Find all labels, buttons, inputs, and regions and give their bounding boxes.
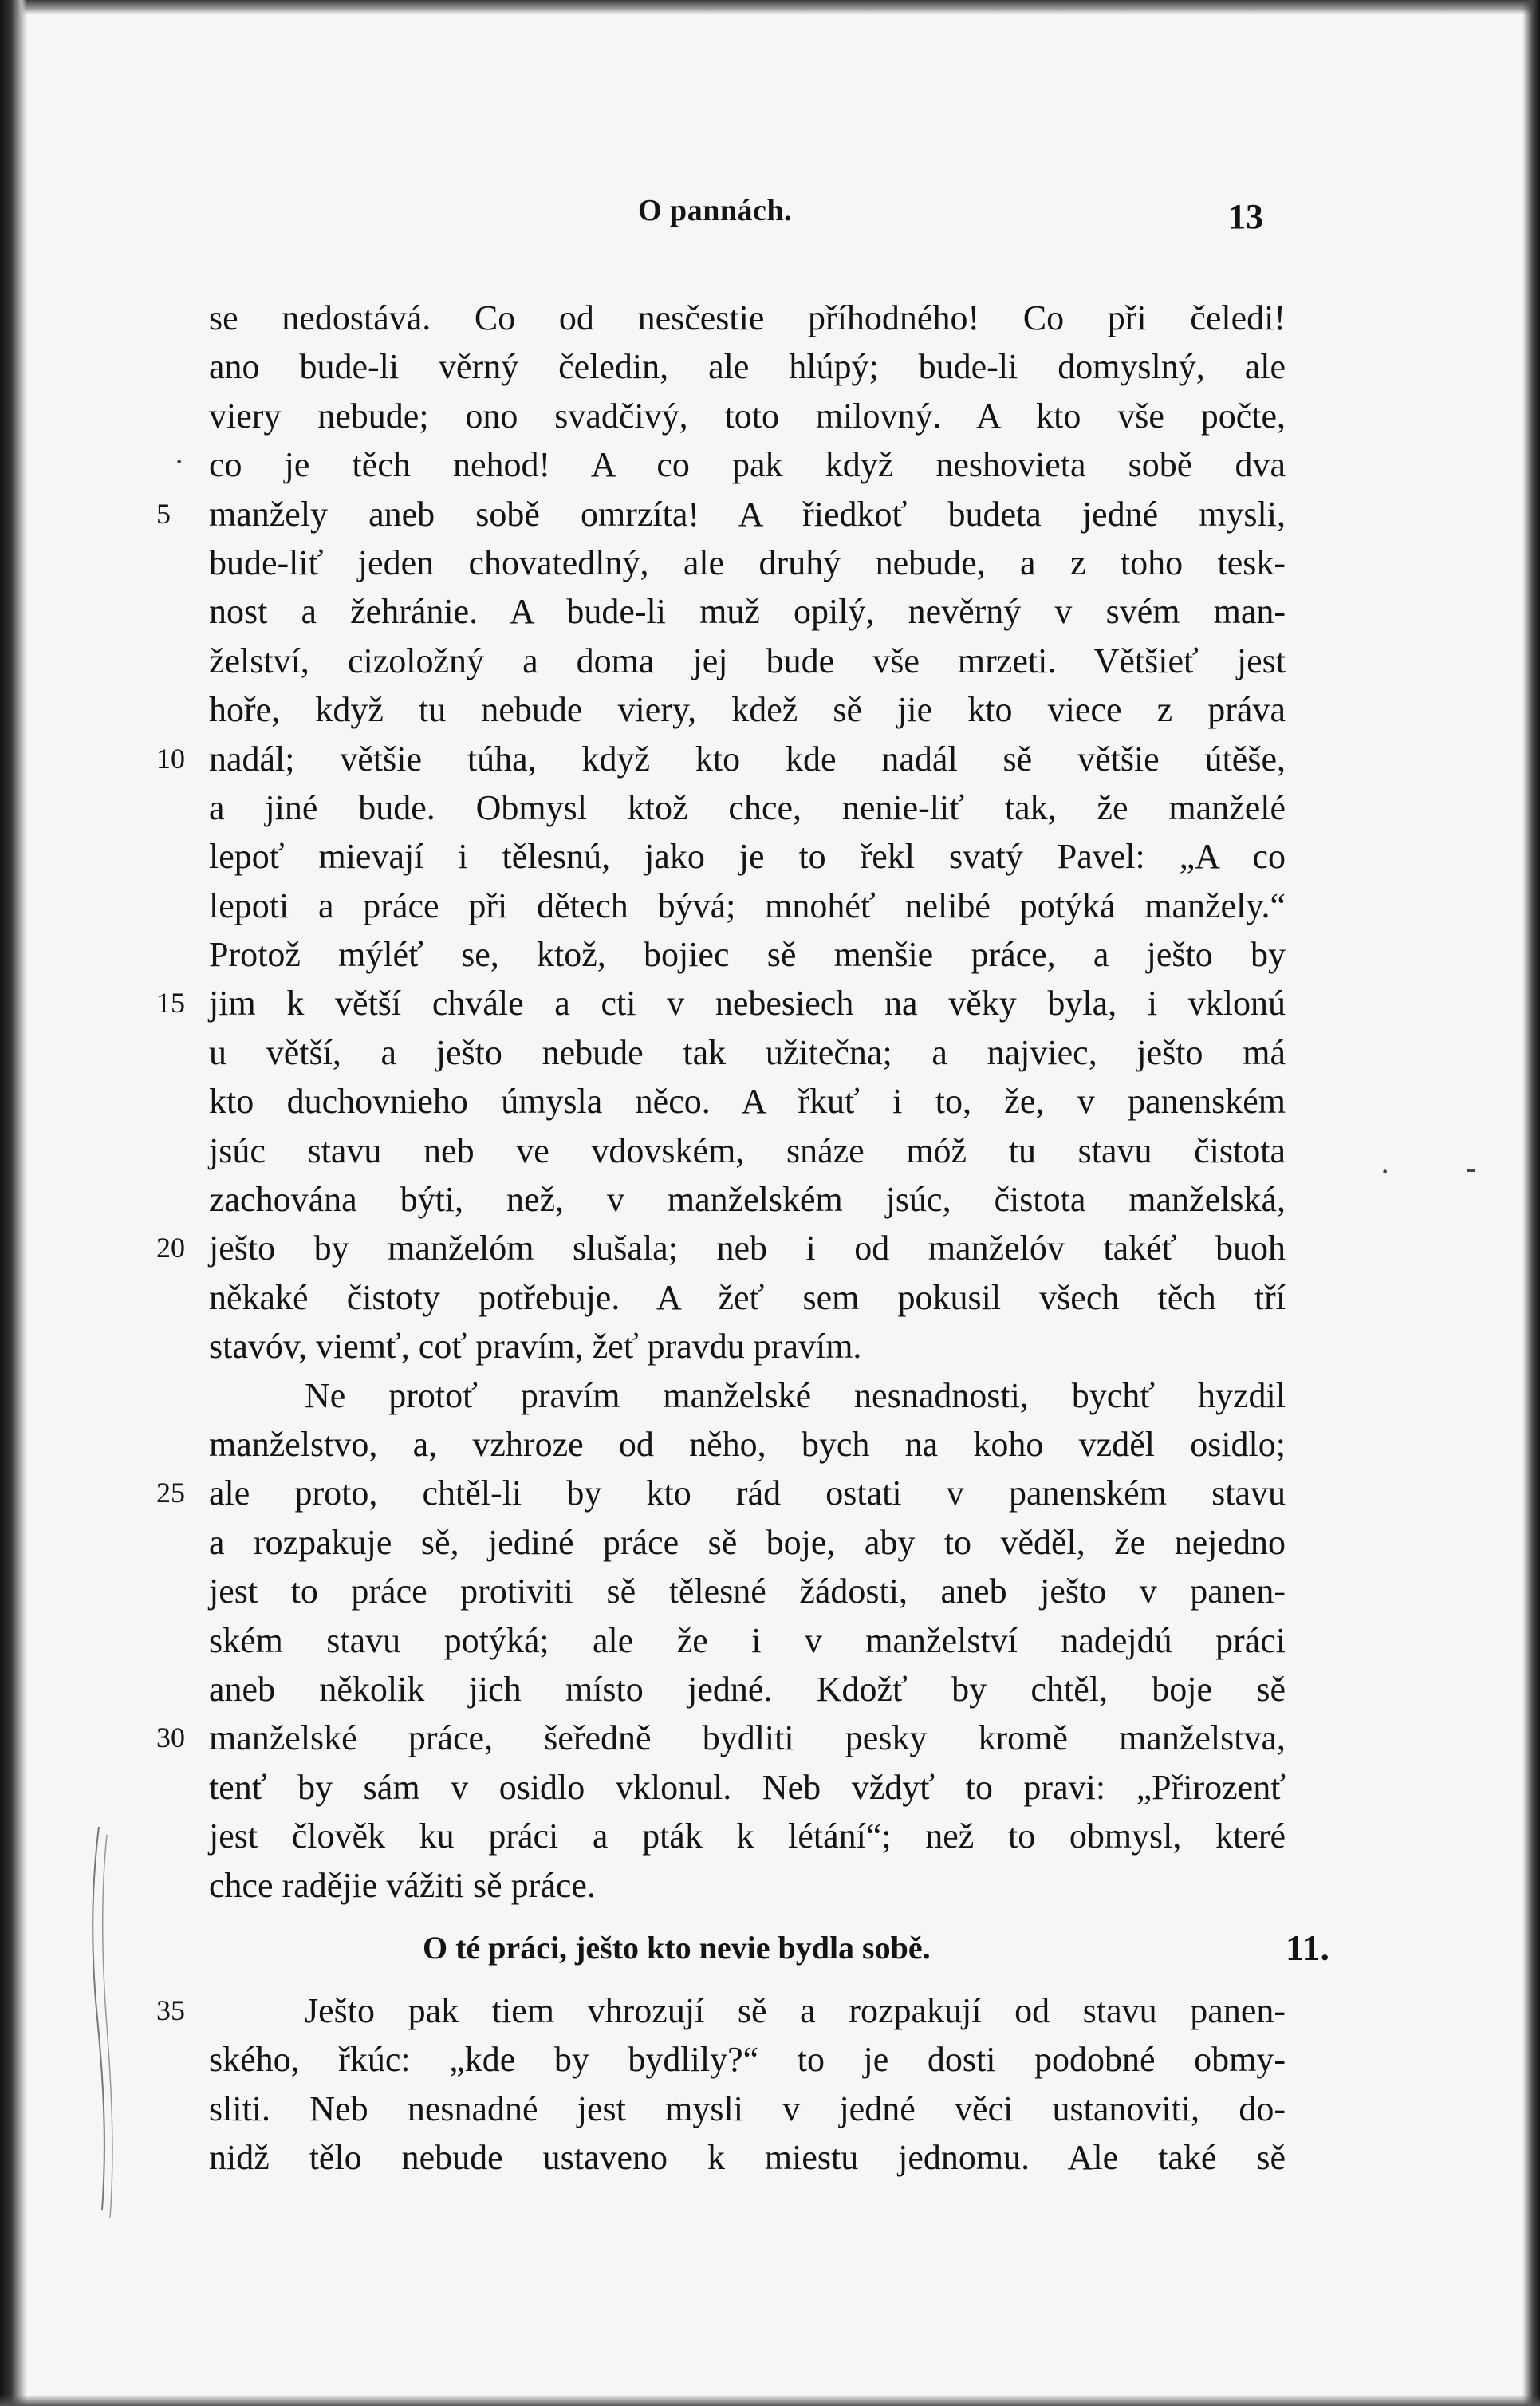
- text-line: [209, 637, 1286, 685]
- scan-edge-right: [1522, 0, 1540, 2406]
- text-line: [209, 1861, 1286, 1910]
- line-text: manželské práce, šeředně bydliti pesky kromě manželstva,: [209, 1718, 1286, 1758]
- text-line: [156, 979, 1286, 1027]
- text-line: [209, 1616, 1286, 1665]
- line-text: nost a žehránie. A bude-li muž opilý, nevěrný v svém man-: [209, 592, 1286, 632]
- line-number: 20: [156, 1232, 185, 1264]
- text-line: [209, 930, 1286, 979]
- text-line: [209, 1126, 1286, 1175]
- line-text: ském stavu potýká; ale že i v manželství nadejdú práci: [209, 1620, 1286, 1660]
- line-text: manželstvo, a, vzhroze od něho, bych na koho vzděl osidlo;: [209, 1424, 1286, 1464]
- text-line: [209, 1665, 1286, 1714]
- line-number: 30: [156, 1722, 185, 1754]
- text-line: [209, 440, 1286, 489]
- header-title: O pannách.: [638, 194, 792, 227]
- stray-dot-mark: ·: [1380, 1154, 1391, 1189]
- text-line: [156, 1224, 1286, 1272]
- text-line: [156, 1986, 1286, 2035]
- line-text: a jiné bude. Obmysl ktož chce, nenie-liť tak, že manželé: [209, 787, 1286, 827]
- text-line: [156, 735, 1286, 783]
- text-line: [209, 294, 1286, 342]
- line-number: 35: [156, 1994, 185, 2026]
- margin-pencil-scribble-icon: [83, 1827, 131, 2226]
- line-text: Ješto pak tiem vhrozují sě a rozpakují od stavu panen-: [305, 1990, 1286, 2030]
- text-line: [209, 882, 1286, 930]
- text-line: [209, 2133, 1286, 2182]
- text-line: [209, 392, 1286, 440]
- line-number: 10: [156, 742, 185, 775]
- line-text: lepoť mievají i tělesnú, jako je to řekl svatý Pavel: „A co: [209, 837, 1286, 877]
- scan-edge-bottom: [0, 2395, 1540, 2406]
- scan-edge-top: [0, 0, 1540, 14]
- text-line: [209, 1371, 1286, 1420]
- line-text: nadál; většie túha, když kto kde nadál sě většie útěše,: [209, 739, 1286, 779]
- text-line: [209, 1420, 1286, 1469]
- section-heading: [209, 1910, 1329, 1986]
- text-line: [209, 1812, 1286, 1860]
- text-line: [209, 1518, 1286, 1567]
- line-text: ského, řkúc: „kde by bydlily?“ to je dosti podobné obmy-: [209, 2040, 1286, 2080]
- line-text: aneb několik jich místo jedné. Kdožť by chtěl, boje sě: [209, 1669, 1286, 1709]
- page-number: 13: [1228, 197, 1263, 236]
- text-line: [156, 1714, 1286, 1762]
- section-number: 11.: [1286, 1927, 1329, 1968]
- text-line: [209, 1763, 1286, 1812]
- line-text: jim k větší chvále a cti v nebesiech na věky byla, i vklonú: [209, 984, 1286, 1024]
- line-text: ano bude-li věrný čeledin, ale hlúpý; bude-li domyslný, ale: [209, 347, 1286, 387]
- line-number: 15: [156, 987, 185, 1020]
- line-text: jest člověk ku práci a pták k létání“; než to obmysl, které: [209, 1816, 1286, 1856]
- running-head: [0, 193, 1540, 249]
- section-lines: [156, 1986, 1286, 2183]
- text-line: [209, 538, 1286, 587]
- text-line: [209, 832, 1286, 881]
- text-line: [156, 490, 1286, 538]
- line-text: bude-liť jeden chovatedlný, ale druhý nebude, a z toho tesk-: [209, 542, 1286, 582]
- line-text: jest to práce protiviti sě tělesné žádosti, aneb ješto v panen-: [209, 1572, 1286, 1611]
- line-text: jsúc stavu neb ve vdovském, snáze móž tu stavu čistota: [209, 1130, 1286, 1170]
- section-title: O té práci, ješto kto nevie bydla sobě.: [423, 1929, 931, 1966]
- line-text: hoře, když tu nebude viery, kdež sě jie kto viece z práva: [209, 690, 1286, 730]
- line-text: zachována býti, než, v manželském jsúc, čistota manželská,: [209, 1180, 1286, 1220]
- line-text: želství, cizoložný a doma jej bude vše mrzeti. Většieť jest: [209, 641, 1286, 680]
- stray-dot-mark: ·: [174, 444, 185, 479]
- line-text: Protož mýléť se, ktož, bojiec sě menšie práce, a ješto by: [209, 935, 1286, 975]
- text-line: [209, 1273, 1286, 1322]
- text-line: [209, 685, 1286, 734]
- line-text: a rozpakuje sě, jediné práce sě boje, aby to věděl, že nejedno: [209, 1522, 1286, 1562]
- line-text: u větší, a ješto nebude tak užitečna; a najviec, ješto má: [209, 1032, 1286, 1072]
- text-line: [209, 587, 1286, 636]
- line-text: někaké čistoty potřebuje. A žeť sem pokusil všech těch tří: [209, 1277, 1286, 1317]
- line-text: stavóv, viemť, coť pravím, žeť pravdu pravím.: [209, 1327, 862, 1367]
- line-text: Ne protoť pravím manželské nesnadnosti, bychť hyzdil: [305, 1375, 1286, 1415]
- line-text: manžely aneb sobě omrzíta! A řiedkoť budeta jedné mysli,: [209, 494, 1286, 534]
- line-text: ješto by manželóm slušala; neb i od manželóv takéť buoh: [209, 1229, 1286, 1268]
- line-text: tenť by sám v osidlo vklonul. Neb vždyť to pravi: „Přirozenť: [209, 1767, 1286, 1807]
- body-lines: [156, 294, 1286, 1910]
- line-text: ale proto, chtěl-li by kto rád ostati v panenském stavu: [209, 1473, 1286, 1513]
- text-line: [209, 342, 1286, 391]
- text-line: [209, 1322, 1286, 1371]
- text-line: [209, 1175, 1286, 1224]
- line-text: sliti. Neb nesnadné jest mysli v jedné věci ustanoviti, do-: [209, 2088, 1286, 2128]
- text-line: [209, 1028, 1286, 1077]
- text-line: [209, 1567, 1286, 1615]
- text-line: [209, 2035, 1286, 2084]
- line-text: lepoti a práce při dětech bývá; mnohéť nelibé potýká manžely.“: [209, 885, 1286, 925]
- text-line: [156, 1469, 1286, 1517]
- text-line: [209, 1077, 1286, 1126]
- text-line: [209, 783, 1286, 832]
- line-text: co je těch nehod! A co pak když neshovieta sobě dva: [209, 445, 1286, 485]
- line-text: kto duchovnieho úmysla něco. A řkuť i to, že, v panenském: [209, 1082, 1286, 1122]
- line-text: nidž tělo nebude ustaveno k miestu jednomu. Ale také sě: [209, 2138, 1286, 2178]
- line-text: se nedostává. Co od nesčestie příhodného! Co při čeledi!: [209, 298, 1286, 337]
- text-line: [209, 2085, 1286, 2133]
- body-text: [156, 294, 1329, 2182]
- stray-dash-mark: -: [1466, 1150, 1477, 1185]
- line-text: chce radějie vážiti sě práce.: [209, 1865, 596, 1905]
- line-number: 5: [156, 497, 171, 530]
- scan-edge-left: [0, 0, 27, 2406]
- line-text: viery nebude; ono svadčivý, toto milovný. A kto vše počte,: [209, 396, 1286, 436]
- line-number: 25: [156, 1477, 185, 1509]
